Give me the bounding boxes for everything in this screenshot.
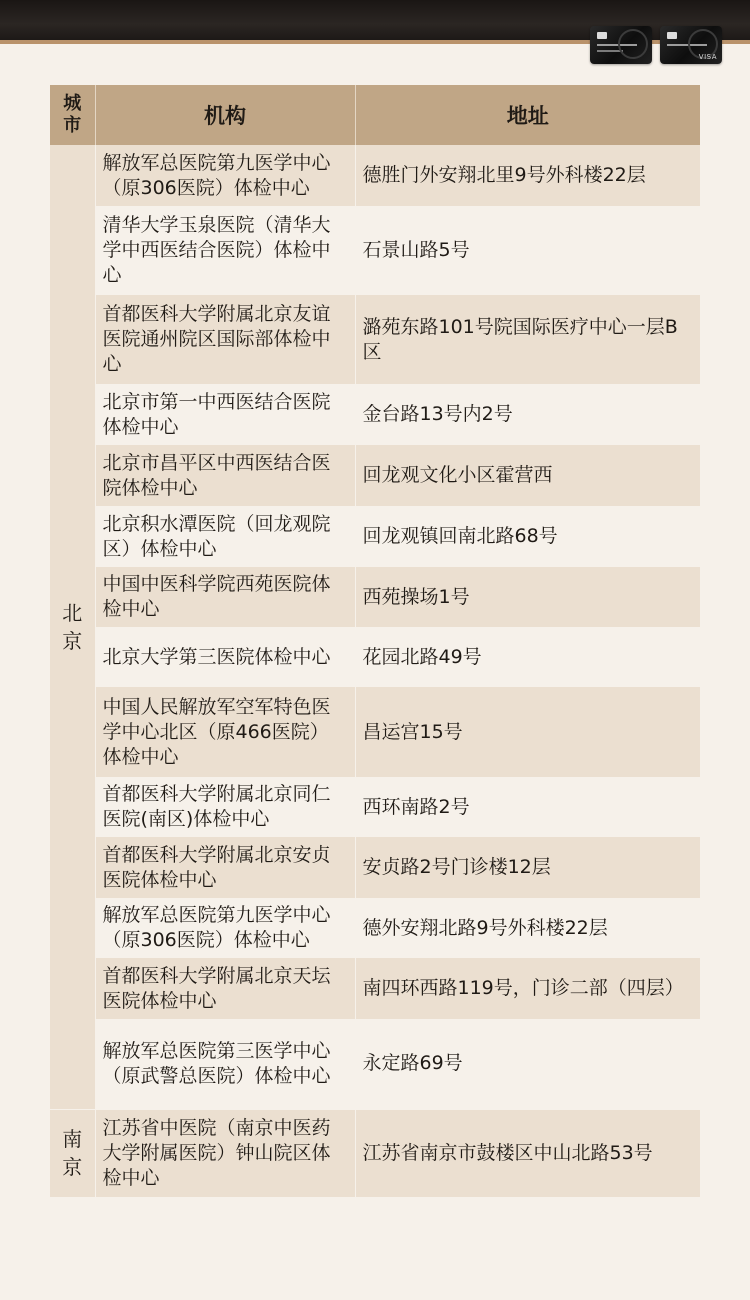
org-cell: 解放军总医院第三医学中心（原武警总医院）体检中心	[95, 1019, 355, 1109]
visa-logo: VISA	[698, 53, 717, 61]
table-row	[50, 384, 700, 445]
table-row	[50, 777, 700, 837]
city-name: 北京	[62, 600, 83, 653]
org-cell: 首都医科大学附属北京天坛医院体检中心	[95, 958, 355, 1019]
address-cell: 西环南路2号	[355, 777, 700, 837]
table-row	[50, 1019, 700, 1109]
org-cell: 解放军总医院第九医学中心（原306医院）体检中心	[95, 898, 355, 958]
address-cell: 江苏省南京市鼓楼区中山北路53号	[355, 1109, 700, 1197]
table-row	[50, 687, 700, 777]
table-row	[50, 145, 700, 206]
address-cell: 南四环西路119号，门诊二部（四层）	[355, 958, 700, 1019]
credit-card-image	[660, 26, 722, 64]
card-swirl-icon	[618, 29, 648, 59]
table-row	[50, 627, 700, 687]
org-cell: 清华大学玉泉医院（清华大学中西医结合医院）体检中心	[95, 206, 355, 295]
table-row	[50, 567, 700, 627]
table-row	[50, 837, 700, 898]
address-cell: 回龙观镇回南北路68号	[355, 506, 700, 567]
org-cell: 北京大学第三医院体检中心	[95, 627, 355, 687]
table-row	[50, 898, 700, 958]
card-chip-icon	[597, 32, 607, 39]
org-header: 机构	[95, 85, 355, 145]
org-cell: 北京市第一中西医结合医院体检中心	[95, 384, 355, 445]
org-cell: 江苏省中医院（南京中医药大学附属医院）钟山院区体检中心	[95, 1109, 355, 1197]
org-cell: 解放军总医院第九医学中心（原306医院）体检中心	[95, 145, 355, 206]
checkup-centers-table	[50, 85, 700, 1197]
address-header: 地址	[355, 85, 700, 145]
table-header-row	[50, 85, 700, 145]
org-cell: 中国中医科学院西苑医院体检中心	[95, 567, 355, 627]
table-body	[50, 145, 700, 1197]
city-header: 城市	[50, 85, 95, 145]
address-cell: 永定路69号	[355, 1019, 700, 1109]
org-cell: 北京市昌平区中西医结合医院体检中心	[95, 445, 355, 506]
org-cell: 首都医科大学附属北京安贞医院体检中心	[95, 837, 355, 898]
org-cell: 中国人民解放军空军特色医学中心北区（原466医院）体检中心	[95, 687, 355, 777]
address-cell: 德胜门外安翔北里9号外科楼22层	[355, 145, 700, 206]
address-cell: 回龙观文化小区霍营西	[355, 445, 700, 506]
credit-card-image	[590, 26, 652, 64]
table-row	[50, 958, 700, 1019]
address-cell: 花园北路49号	[355, 627, 700, 687]
card-chip-icon	[667, 32, 677, 39]
address-cell: 德外安翔北路9号外科楼22层	[355, 898, 700, 958]
address-cell: 金台路13号内2号	[355, 384, 700, 445]
org-cell: 首都医科大学附属北京友谊医院通州院区国际部体检中心	[95, 295, 355, 384]
city-cell	[50, 1109, 95, 1197]
address-cell: 昌运宫15号	[355, 687, 700, 777]
table-row	[50, 295, 700, 384]
table-row	[50, 206, 700, 295]
address-cell: 西苑操场1号	[355, 567, 700, 627]
city-name: 南京	[62, 1127, 83, 1180]
org-cell: 北京积水潭医院（回龙观院区）体检中心	[95, 506, 355, 567]
table-row	[50, 506, 700, 567]
address-cell: 安贞路2号门诊楼12层	[355, 837, 700, 898]
org-cell: 首都医科大学附属北京同仁医院(南区)体检中心	[95, 777, 355, 837]
table-row	[50, 1109, 700, 1197]
address-cell: 潞苑东路101号院国际医疗中心一层B区	[355, 295, 700, 384]
city-cell	[50, 145, 95, 1109]
table-row	[50, 445, 700, 506]
address-cell: 石景山路5号	[355, 206, 700, 295]
